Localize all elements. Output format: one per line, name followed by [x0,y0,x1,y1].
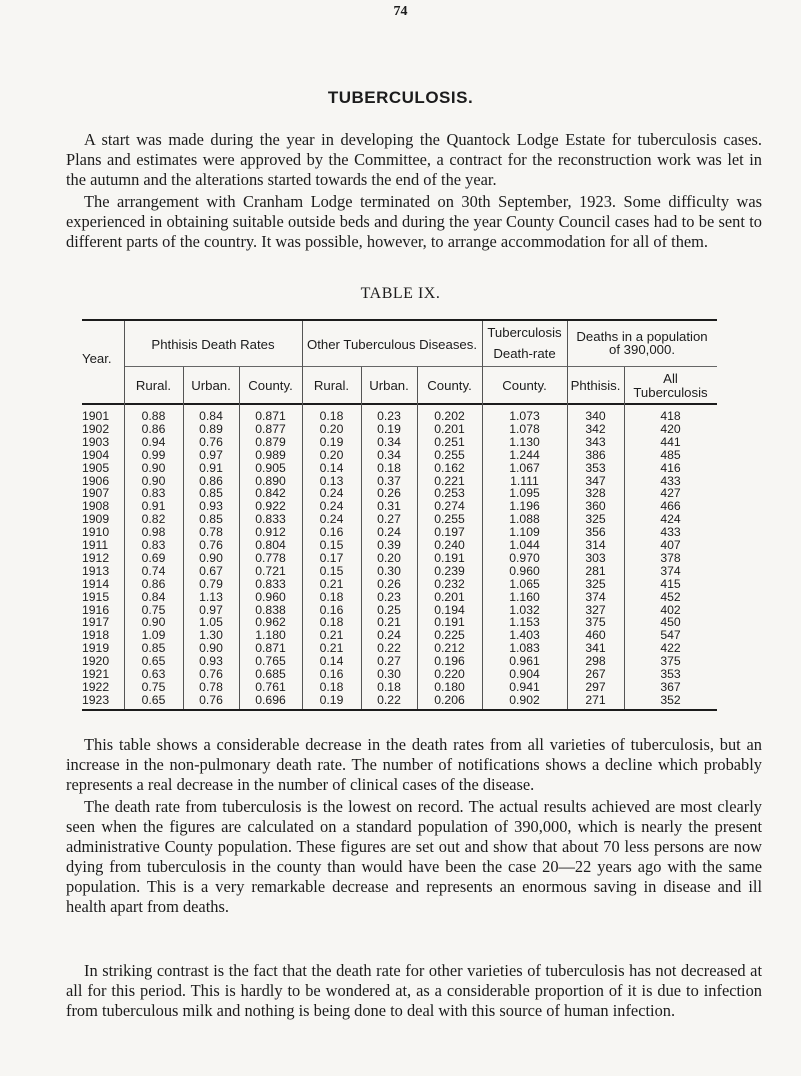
cell-other-county: 0.255 [434,447,465,462]
cell-tb-county: 1.083 [509,641,540,656]
cell-county: 0.960 [255,589,286,604]
header-county-tb: County. [502,378,547,393]
closing-paragraph-2: The death rate from tuberculosis is the lowest on record. The actual results achieved are most clearly seen when the figures are calculated on a standard population of 390,000, which is nearly the present administrative County population. These figures are set out and show that about 70 less persons are now dying from tuberculosis in the county than would have been the case 20—22 years ago with the same population. This is a very remarkable decrease and represents an enormous saving in disease and ill health apart from deaths. [66,797,762,916]
cell-year: 1913 [82,563,110,578]
cell-other-county: 0.274 [434,499,465,514]
cell-other-county: 0.201 [434,589,465,604]
cell-year: 1920 [82,654,110,669]
table-row [82,668,717,681]
cell-all-tb: 450 [660,615,681,630]
cell-phthisis: 343 [585,434,606,449]
cell-all-tb: 422 [660,641,681,656]
cell-all-tb: 466 [660,499,681,514]
cell-other-urban: 0.34 [377,434,401,449]
cell-county: 0.833 [255,576,286,591]
cell-all-tb: 441 [660,434,681,449]
cell-other-county: 0.197 [434,525,465,540]
table-row [82,565,717,578]
cell-other-county: 0.201 [434,421,465,436]
cell-urban: 0.93 [199,654,223,669]
cell-other-rural: 0.13 [319,473,344,488]
header-urban-other: Urban. [369,378,409,393]
table-row [82,552,717,565]
cell-tb-county: 1.095 [509,486,540,501]
cell-year: 1908 [82,499,110,514]
cell-county: 0.696 [255,692,286,707]
cell-rural: 0.83 [141,486,166,501]
cell-other-urban: 0.27 [377,654,401,669]
cell-rural: 0.88 [141,409,166,423]
cell-tb-county: 0.902 [509,692,540,707]
cell-other-urban: 0.30 [377,563,401,578]
cell-rural: 0.85 [141,641,166,656]
cell-other-county: 0.225 [434,628,465,643]
cell-urban: 0.79 [199,576,223,591]
cell-phthisis: 340 [585,409,606,423]
cell-phthisis: 341 [585,641,606,656]
cell-other-rural: 0.19 [319,692,344,707]
cell-county: 0.833 [255,512,286,527]
page-number: 74 [393,4,408,19]
cell-tb-county: 1.153 [509,615,540,630]
cell-tb-county: 0.960 [509,563,540,578]
cell-all-tb: 415 [660,576,681,591]
cell-other-county: 0.191 [434,615,465,630]
header-urban: Urban. [191,378,231,393]
cell-all-tb: 352 [660,692,681,707]
cell-all-tb: 427 [660,486,681,501]
cell-other-county: 0.191 [434,550,465,565]
cell-urban: 0.78 [199,679,223,694]
cell-county: 0.765 [255,654,286,669]
cell-county: 0.871 [255,641,286,656]
cell-rural: 0.69 [141,550,166,565]
cell-tb-county: 1.403 [509,628,540,643]
cell-urban: 0.76 [199,667,223,681]
cell-other-urban: 0.22 [377,641,401,656]
header-deaths-population-line2: of 390,000. [609,342,675,357]
closing-paragraph-3: In striking contrast is the fact that the death rate for other varieties of tuberculosis has not decreased at all for this period. This is hardly to be wondered at, as a considerable proportion of it is due to infection from tuberculous milk and nothing is being done to deal with this source of human infection. [66,961,762,1020]
cell-year: 1903 [82,434,110,449]
cell-phthisis: 297 [585,679,606,694]
cell-rural: 0.94 [141,434,166,449]
cell-other-urban: 0.26 [377,576,401,591]
cell-all-tb: 407 [660,538,681,552]
cell-tb-county: 1.065 [509,576,540,591]
cell-tb-county: 1.088 [509,512,540,527]
cell-phthisis: 298 [585,654,606,669]
header-other-tuberculous-diseases: Other Tuberculous Diseases. [306,337,478,352]
cell-rural: 0.86 [141,576,166,591]
cell-all-tb: 418 [660,409,681,423]
cell-urban: 0.97 [199,447,223,462]
cell-other-rural: 0.24 [319,486,344,501]
cell-urban: 1.30 [199,628,223,643]
cell-rural: 0.90 [141,473,166,488]
cell-other-county: 0.220 [434,667,465,681]
table-row [82,449,717,462]
table-row [82,616,717,629]
table-row [82,578,717,591]
cell-other-county: 0.212 [434,641,465,656]
cell-other-urban: 0.18 [377,460,401,475]
cell-rural: 0.90 [141,460,166,475]
cell-other-urban: 0.21 [377,615,401,630]
cell-other-county: 0.162 [434,460,465,475]
cell-all-tb: 433 [660,525,681,540]
cell-urban: 1.05 [199,615,223,630]
cell-other-urban: 0.26 [377,486,401,501]
cell-phthisis: 281 [585,563,606,578]
cell-phthisis: 314 [585,538,606,552]
cell-other-rural: 0.16 [319,667,344,681]
cell-other-county: 0.239 [434,563,465,578]
header-rural: Rural. [135,378,172,393]
cell-other-urban: 0.22 [377,692,401,707]
cell-other-urban: 0.31 [377,499,401,514]
cell-other-rural: 0.20 [319,447,344,462]
header-all-tb-line2: Tuberculosis [633,385,708,400]
cell-year: 1910 [82,525,110,540]
cell-county: 0.761 [255,679,286,694]
cell-other-rural: 0.16 [319,602,344,617]
cell-year: 1915 [82,589,110,604]
cell-tb-county: 1.044 [509,538,540,552]
cell-other-county: 0.255 [434,512,465,527]
cell-year: 1919 [82,641,110,656]
cell-other-urban: 0.24 [377,628,401,643]
cell-year: 1914 [82,576,110,591]
cell-urban: 1.13 [199,589,223,604]
cell-urban: 0.85 [199,512,223,527]
cell-phthisis: 360 [585,499,606,514]
cell-other-county: 0.196 [434,654,465,669]
table-row [82,539,717,552]
cell-year: 1917 [82,615,110,630]
cell-urban: 0.76 [199,434,223,449]
cell-county: 0.962 [255,615,286,630]
cell-rural: 0.98 [141,525,166,540]
cell-tb-county: 0.941 [509,679,540,694]
cell-urban: 0.76 [199,692,223,707]
cell-all-tb: 353 [660,667,681,681]
cell-other-county: 0.240 [434,538,465,552]
cell-other-rural: 0.16 [319,525,344,540]
cell-other-urban: 0.23 [377,589,401,604]
cell-all-tb: 416 [660,460,681,475]
table-title: TABLE IX. [360,285,441,302]
table-row [82,629,717,642]
cell-all-tb: 367 [660,679,681,694]
table-row [82,500,717,513]
cell-other-rural: 0.21 [319,576,344,591]
cell-urban: 0.90 [199,641,223,656]
tuberculosis-death-rate-table [82,319,717,711]
header-rural-other: Rural. [313,378,350,393]
table-row [82,513,717,526]
cell-other-urban: 0.25 [377,602,401,617]
cell-phthisis: 325 [585,512,606,527]
cell-phthisis: 271 [585,692,606,707]
cell-other-rural: 0.14 [319,654,344,669]
cell-year: 1922 [82,679,110,694]
cell-year: 1909 [82,512,110,527]
cell-year: 1907 [82,486,110,501]
cell-urban: 0.86 [199,473,223,488]
cell-rural: 0.90 [141,615,166,630]
cell-rural: 0.99 [141,447,166,462]
cell-year: 1911 [82,538,109,552]
cell-phthisis: 328 [585,486,606,501]
cell-other-county: 0.253 [434,486,465,501]
cell-county: 1.180 [255,628,286,643]
table-row [82,423,717,436]
cell-urban: 0.76 [199,538,223,552]
cell-tb-county: 0.904 [509,667,540,681]
cell-urban: 0.84 [199,409,223,423]
cell-other-county: 0.180 [434,679,465,694]
cell-tb-county: 1.073 [509,409,540,423]
cell-urban: 0.89 [199,421,223,436]
table-row [82,642,717,655]
cell-all-tb: 485 [660,447,681,462]
cell-county: 0.877 [255,421,286,436]
header-county: County. [248,378,293,393]
cell-county: 0.879 [255,434,286,449]
cell-other-rural: 0.20 [319,421,344,436]
cell-tb-county: 1.067 [509,460,540,475]
cell-other-rural: 0.18 [319,615,344,630]
cell-other-rural: 0.18 [319,589,344,604]
cell-phthisis: 460 [585,628,606,643]
header-tb-death-rate-line1: Tuberculosis [487,325,562,340]
cell-tb-county: 1.032 [509,602,540,617]
cell-other-rural: 0.24 [319,512,344,527]
cell-urban: 0.90 [199,550,223,565]
cell-year: 1923 [82,692,110,707]
cell-rural: 0.75 [141,679,166,694]
cell-county: 0.842 [255,486,286,501]
cell-phthisis: 353 [585,460,606,475]
cell-all-tb: 420 [660,421,681,436]
header-divider-rule [124,366,717,367]
cell-other-rural: 0.21 [319,628,344,643]
table-row [82,475,717,488]
cell-year: 1901 [82,409,110,423]
cell-other-rural: 0.19 [319,434,344,449]
cell-urban: 0.97 [199,602,223,617]
cell-other-rural: 0.14 [319,460,344,475]
cell-phthisis: 267 [585,667,606,681]
cell-other-urban: 0.24 [377,525,401,540]
cell-year: 1904 [82,447,110,462]
header-all-tb-line1: All [663,371,678,386]
cell-urban: 0.85 [199,486,223,501]
header-tb-death-rate-line2: Death-rate [493,346,556,361]
cell-other-urban: 0.39 [377,538,401,552]
table-top-rule [82,319,717,321]
cell-phthisis: 303 [585,550,606,565]
cell-phthisis: 327 [585,602,606,617]
cell-tb-county: 1.160 [509,589,540,604]
cell-other-rural: 0.21 [319,641,344,656]
cell-rural: 0.91 [141,499,166,514]
cell-rural: 0.63 [141,667,166,681]
cell-all-tb: 452 [660,589,681,604]
cell-other-rural: 0.24 [319,499,344,514]
cell-other-county: 0.202 [434,409,465,423]
cell-all-tb: 547 [660,628,681,643]
cell-urban: 0.93 [199,499,223,514]
cell-phthisis: 356 [585,525,606,540]
cell-urban: 0.67 [199,563,223,578]
header-year: Year. [82,351,112,366]
cell-other-rural: 0.15 [319,563,344,578]
cell-year: 1918 [82,628,110,643]
cell-all-tb: 402 [660,602,681,617]
cell-other-urban: 0.19 [377,421,401,436]
cell-other-rural: 0.15 [319,538,344,552]
cell-phthisis: 375 [585,615,606,630]
intro-paragraph-1: A start was made during the year in developing the Quantock Lodge Estate for tuberculosis cases. Plans and estimates were approved by the Committee, a contract for the reconstruction work was let in the autumn and the alterations started towards the end of the year. [66,130,762,189]
cell-all-tb: 424 [660,512,681,527]
cell-year: 1906 [82,473,110,488]
cell-county: 0.890 [255,473,286,488]
cell-other-county: 0.194 [434,602,465,617]
cell-county: 0.721 [255,563,286,578]
cell-phthisis: 386 [585,447,606,462]
header-phthisis-death-rates: Phthisis Death Rates [151,337,275,352]
cell-rural: 0.83 [141,538,166,552]
cell-all-tb: 374 [660,563,681,578]
cell-other-urban: 0.34 [377,447,401,462]
cell-other-county: 0.251 [434,434,465,449]
table-row [82,681,717,694]
cell-other-county: 0.221 [434,473,465,488]
header-deaths-population-line1: Deaths in a population [576,329,708,344]
table-row [82,436,717,449]
cell-tb-county: 0.970 [509,550,540,565]
cell-other-urban: 0.18 [377,679,401,694]
cell-rural: 0.74 [141,563,166,578]
cell-year: 1921 [82,667,110,681]
cell-tb-county: 1.111 [510,473,539,488]
table-row [82,694,717,707]
cell-phthisis: 347 [585,473,606,488]
section-heading: TUBERCULOSIS. [327,88,474,107]
cell-rural: 0.65 [141,692,166,707]
cell-rural: 0.75 [141,602,166,617]
closing-paragraph-1: This table shows a considerable decrease in the death rates from all varieties of tuberculosis, but an increase in the non-pulmonary death rate. The number of notifications shows a decline which probably represents a real decrease in the number of clinical cases of the disease. [66,735,762,794]
cell-year: 1905 [82,460,110,475]
cell-other-urban: 0.27 [377,512,401,527]
cell-other-rural: 0.18 [319,409,344,423]
header-county-other: County. [427,378,472,393]
cell-tb-county: 1.196 [509,499,540,514]
cell-county: 0.912 [255,525,286,540]
cell-other-county: 0.232 [434,576,465,591]
table-row [82,655,717,668]
cell-rural: 0.86 [141,421,166,436]
table-row [82,604,717,617]
cell-county: 0.989 [255,447,286,462]
cell-other-urban: 0.20 [377,550,401,565]
cell-other-urban: 0.23 [377,409,401,423]
table-row [82,487,717,500]
header-bottom-rule [82,403,717,405]
cell-rural: 0.84 [141,589,166,604]
cell-county: 0.905 [255,460,286,475]
cell-county: 0.871 [255,409,286,423]
cell-year: 1916 [82,602,110,617]
cell-phthisis: 342 [585,421,606,436]
cell-other-county: 0.206 [434,692,465,707]
table-bottom-rule [82,709,717,711]
cell-other-urban: 0.37 [377,473,401,488]
cell-county: 0.838 [255,602,286,617]
header-phthisis: Phthisis. [570,378,621,393]
cell-year: 1912 [82,550,110,565]
cell-other-rural: 0.17 [319,550,344,565]
cell-all-tb: 378 [660,550,681,565]
cell-county: 0.922 [255,499,286,514]
cell-urban: 0.91 [199,460,223,475]
table-row [82,526,717,539]
cell-phthisis: 374 [585,589,606,604]
cell-tb-county: 1.244 [509,447,540,462]
cell-other-urban: 0.30 [377,667,401,681]
cell-phthisis: 325 [585,576,606,591]
cell-rural: 0.82 [141,512,166,527]
cell-tb-county: 1.109 [509,525,540,540]
cell-tb-county: 1.078 [509,421,540,436]
cell-rural: 0.65 [141,654,166,669]
table-row [82,591,717,604]
cell-tb-county: 1.130 [509,434,540,449]
cell-tb-county: 0.961 [509,654,540,669]
cell-county: 0.804 [255,538,286,552]
cell-all-tb: 433 [660,473,681,488]
cell-all-tb: 375 [660,654,681,669]
cell-county: 0.778 [255,550,286,565]
cell-other-rural: 0.18 [319,679,344,694]
cell-county: 0.685 [255,667,286,681]
table-row [82,462,717,475]
intro-paragraph-2: The arrangement with Cranham Lodge terminated on 30th September, 1923. Some difficulty was experienced in obtaining suitable outside beds and during the year County Council cases had to be sent to different parts of the country. It was possible, however, to arrange accommodation for all of them. [66,192,762,251]
cell-urban: 0.78 [199,525,223,540]
cell-rural: 1.09 [141,628,166,643]
cell-year: 1902 [82,421,110,436]
table-row [82,410,717,423]
